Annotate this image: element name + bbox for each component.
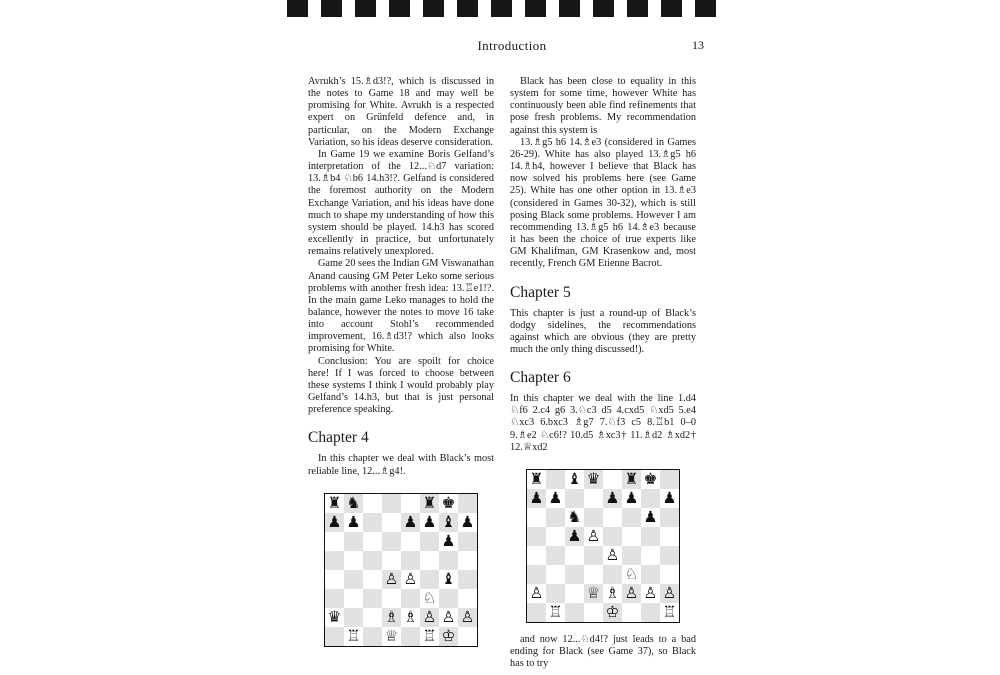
board-square: [565, 508, 584, 527]
page-number: 13: [692, 38, 704, 52]
left-column: [308, 76, 494, 658]
board-square: [603, 546, 622, 565]
paragraph: In this chapter we deal with the line 1.d4 ♘f6 2.c4 g6 3.♘c3 d5 4.cxd5 ♘xd5 5.e4 ♘xc3 6.bxc3 ♗g7 7.♘f3 c5 8.♖b1 0–0 9.♗e2 ♘c6!? 10.d5 ♗xc3† 11.♗d2 ♗xd2† 12.♕xd2: [510, 393, 696, 453]
paragraph: Conclusion: You are spoilt for choice here! If I was forced to choose between these systems I think I would probably play Gelfand’s 14.h3, but that is just personal preference speaking.: [308, 355, 494, 416]
chess-piece-black-bishop: ♝: [567, 469, 582, 488]
board-square: [584, 584, 603, 603]
board-square: [527, 527, 546, 546]
board-square: [458, 589, 477, 608]
board-square: [401, 589, 420, 608]
board-square: [584, 546, 603, 565]
board-square: [565, 565, 584, 584]
chess-piece-black-pawn: ♟: [346, 512, 361, 531]
board-square: [660, 546, 679, 565]
board-square: [660, 565, 679, 584]
board-square: [565, 527, 584, 546]
chess-piece-black-knight: ♞: [567, 507, 582, 526]
board-square: [641, 527, 660, 546]
board-square: [382, 551, 401, 570]
board-square: [622, 565, 641, 584]
board-square: [382, 570, 401, 589]
chess-piece-black-pawn: ♟: [460, 512, 475, 531]
paragraph: Black has been close to equality in this system for some time, however White has continuously been able find refinements that pose fresh problems. My recommendation against this system is: [510, 76, 696, 136]
board-square: [565, 489, 584, 508]
chess-piece-black-king: ♚: [643, 469, 658, 488]
board-square: [458, 532, 477, 551]
chess-piece-black-rook: ♜: [327, 493, 342, 512]
page-title: Introduction: [477, 38, 547, 53]
chess-piece-white-rook: ♖: [422, 626, 437, 645]
board-square: [439, 532, 458, 551]
board-square: [458, 570, 477, 589]
board-square: [603, 527, 622, 546]
board-square: [527, 508, 546, 527]
board-square: [603, 470, 622, 489]
chess-piece-black-pawn: ♟: [624, 488, 639, 507]
board-square: [527, 546, 546, 565]
board-square: [527, 584, 546, 603]
chess-piece-white-queen: ♕: [384, 626, 399, 645]
chess-piece-white-pawn: ♙: [384, 569, 399, 588]
chess-piece-white-pawn: ♙: [529, 583, 544, 602]
board-square: [565, 470, 584, 489]
board-square: [458, 494, 477, 513]
chess-piece-black-queen: ♛: [327, 607, 342, 626]
board-square: [439, 551, 458, 570]
chess-piece-white-rook: ♖: [662, 602, 677, 621]
chess-piece-black-pawn: ♟: [441, 531, 456, 550]
board-square: [660, 584, 679, 603]
chess-piece-black-bishop: ♝: [441, 512, 456, 531]
paragraph: This chapter is just a round-up of Black’s dodgy sidelines, the recommendations against which are obvious (they are pretty much the only thing discussed!).: [510, 307, 696, 355]
board-square: [344, 608, 363, 627]
board-square: [584, 527, 603, 546]
board-square: [546, 565, 565, 584]
board-square: [565, 584, 584, 603]
board-square: [527, 470, 546, 489]
board-square: [546, 584, 565, 603]
board-square: [363, 551, 382, 570]
board-square: [622, 584, 641, 603]
board-square: [439, 570, 458, 589]
board-square: [565, 603, 584, 622]
board-square: [584, 489, 603, 508]
board-square: [420, 570, 439, 589]
board-square: [458, 513, 477, 532]
board-square: [660, 603, 679, 622]
board-square: [401, 570, 420, 589]
board-square: [420, 589, 439, 608]
scan-edge-filmstrip: [287, 0, 725, 17]
chess-piece-black-pawn: ♟: [529, 488, 544, 507]
board-square: [382, 494, 401, 513]
chess-piece-black-pawn: ♟: [643, 507, 658, 526]
board-square: [401, 532, 420, 551]
board-square: [420, 627, 439, 646]
board-square: [382, 589, 401, 608]
chess-piece-black-rook: ♜: [624, 469, 639, 488]
chess-piece-black-bishop: ♝: [441, 569, 456, 588]
chess-piece-white-pawn: ♙: [460, 607, 475, 626]
running-head: [287, 38, 737, 56]
board-square: [546, 546, 565, 565]
board-square: [344, 532, 363, 551]
chess-piece-white-pawn: ♙: [403, 569, 418, 588]
board-square: [641, 508, 660, 527]
chess-piece-black-pawn: ♟: [662, 488, 677, 507]
board-square: [420, 494, 439, 513]
right-column: [510, 76, 696, 670]
board-square: [546, 508, 565, 527]
board-square: [546, 527, 565, 546]
board-square: [363, 570, 382, 589]
chess-piece-white-pawn: ♙: [643, 583, 658, 602]
board-square: [344, 570, 363, 589]
board-square: [622, 489, 641, 508]
board-square: [401, 551, 420, 570]
paragraph: Game 20 sees the Indian GM Viswanathan Anand causing GM Peter Leko some serious problems with another fresh idea: 13.♖e1!?. In the main game Leko manages to hold the balance, however the notes to move 16 take into account Stohl’s recommended improvement, 16.♗d3!? which also looks promising for White.: [308, 258, 494, 355]
chess-piece-white-pawn: ♙: [422, 607, 437, 626]
board-square: [382, 627, 401, 646]
board-square: [439, 627, 458, 646]
board-square: [622, 527, 641, 546]
chess-piece-white-pawn: ♙: [662, 583, 677, 602]
board-square: [546, 603, 565, 622]
board-square: [603, 489, 622, 508]
chess-piece-white-pawn: ♙: [441, 607, 456, 626]
board-square: [382, 532, 401, 551]
board-square: [344, 551, 363, 570]
board-square: [325, 570, 344, 589]
chess-piece-white-bishop: ♗: [403, 607, 418, 626]
board-square: [420, 608, 439, 627]
chess-piece-white-pawn: ♙: [605, 545, 620, 564]
board-square: [641, 584, 660, 603]
paragraph: In this chapter we deal with Black’s most reliable line, 12...♗g4!.: [308, 453, 494, 477]
board-square: [420, 532, 439, 551]
board-square: [401, 608, 420, 627]
board-square: [420, 551, 439, 570]
chess-diagram-chapter6-after-12.Qxd2: [526, 469, 680, 623]
chapter-heading: Chapter 4: [308, 429, 369, 447]
chess-piece-white-queen: ♕: [586, 583, 601, 602]
board-square: [622, 508, 641, 527]
paragraph: Avrukh’s 15.♗d3!?, which is discussed in the notes to Game 18 and may well be promising for White. Avrukh is a respected expert on Grünfeld defence and, in particular, on the Modern Exchange Variation, so his ideas deserve consideration.: [308, 76, 494, 148]
board-square: [622, 603, 641, 622]
chapter-heading: Chapter 5: [510, 283, 571, 301]
board-square: [584, 603, 603, 622]
board-square: [401, 494, 420, 513]
chess-piece-black-pawn: ♟: [567, 526, 582, 545]
paragraph: and now 12...♘d4!? just leads to a bad ending for Black (see Game 37), so Black has to try: [510, 633, 696, 670]
board-square: [401, 627, 420, 646]
board-square: [325, 627, 344, 646]
board-square: [344, 513, 363, 532]
chess-piece-black-pawn: ♟: [548, 488, 563, 507]
board-square: [420, 513, 439, 532]
board-square: [660, 489, 679, 508]
board-square: [325, 513, 344, 532]
board-square: [344, 627, 363, 646]
board-square: [363, 608, 382, 627]
board-square: [458, 551, 477, 570]
board-square: [363, 589, 382, 608]
chess-piece-white-pawn: ♙: [586, 526, 601, 545]
board-square: [458, 608, 477, 627]
board-square: [325, 589, 344, 608]
board-square: [363, 494, 382, 513]
board-square: [622, 546, 641, 565]
board-square: [641, 565, 660, 584]
paragraph: In Game 19 we examine Boris Gelfand’s interpretation of the 12...♘d7 variation: 13.♗b4 ♘b6 14.h3!?. Gelfand is considered the foremost authority on the Modern Exchange Variation, and his ideas have done much to shape my understanding of how this system should be played. 14.h3 has scored excellently in practice, but unfortunately remains relatively unexplored.: [308, 148, 494, 258]
chess-piece-white-knight: ♘: [624, 564, 639, 583]
board-square: [382, 513, 401, 532]
chess-piece-black-knight: ♞: [346, 493, 361, 512]
board-square: [660, 470, 679, 489]
chess-piece-black-pawn: ♟: [327, 512, 342, 531]
board-square: [641, 546, 660, 565]
chess-piece-black-rook: ♜: [422, 493, 437, 512]
board-square: [622, 470, 641, 489]
chess-piece-white-pawn: ♙: [624, 583, 639, 602]
board-square: [641, 603, 660, 622]
board-square: [527, 603, 546, 622]
chess-piece-black-pawn: ♟: [403, 512, 418, 531]
board-square: [382, 608, 401, 627]
board-square: [660, 508, 679, 527]
chess-piece-white-rook: ♖: [548, 602, 563, 621]
chess-diagram-chapter4-after-12...Bg4: [324, 493, 478, 647]
chess-piece-white-rook: ♖: [346, 626, 361, 645]
chess-piece-black-pawn: ♟: [605, 488, 620, 507]
board-square: [344, 494, 363, 513]
chess-piece-white-king: ♔: [605, 602, 620, 621]
board-square: [401, 513, 420, 532]
board-square: [458, 627, 477, 646]
board-square: [527, 489, 546, 508]
board-square: [363, 627, 382, 646]
board-square: [439, 513, 458, 532]
board-square: [603, 603, 622, 622]
board-square: [439, 589, 458, 608]
board-square: [363, 532, 382, 551]
board-square: [527, 565, 546, 584]
board-square: [546, 489, 565, 508]
board-square: [641, 470, 660, 489]
chess-piece-white-bishop: ♗: [605, 583, 620, 602]
board-square: [439, 608, 458, 627]
board-square: [584, 508, 603, 527]
diagram-wrap: [308, 493, 494, 647]
board-square: [660, 527, 679, 546]
chess-piece-white-king: ♔: [441, 626, 456, 645]
diagram-wrap: [510, 469, 696, 623]
paragraph: 13.♗g5 h6 14.♗e3 (considered in Games 26-29). White has also played 13.♗g5 h6 14.♗h4, however I believe that Black has now solved his problems here (see Game 25). White has one other option in 13.♗e3 (considered in Games 30-32), which is still posing Black some problems. However I am recommending 13.♗g5 h6 14.♗e3 because it has been the choice of true experts like GM Khalifman, GM Krasenkow and, most recently, French GM Etienne Bacrot.: [510, 136, 696, 270]
board-square: [325, 551, 344, 570]
board-square: [603, 584, 622, 603]
board-square: [325, 532, 344, 551]
chess-piece-white-knight: ♘: [422, 588, 437, 607]
board-square: [565, 546, 584, 565]
board-square: [584, 565, 603, 584]
chess-piece-black-queen: ♛: [586, 469, 601, 488]
board-square: [325, 494, 344, 513]
board-square: [325, 608, 344, 627]
chess-piece-black-rook: ♜: [529, 469, 544, 488]
chess-piece-black-pawn: ♟: [422, 512, 437, 531]
board-square: [584, 470, 603, 489]
board-square: [439, 494, 458, 513]
board-square: [546, 470, 565, 489]
chess-piece-white-bishop: ♗: [384, 607, 399, 626]
board-square: [363, 513, 382, 532]
chess-piece-black-king: ♚: [441, 493, 456, 512]
board-square: [603, 508, 622, 527]
board-square: [641, 489, 660, 508]
chapter-heading: Chapter 6: [510, 369, 571, 387]
board-square: [603, 565, 622, 584]
board-square: [344, 589, 363, 608]
